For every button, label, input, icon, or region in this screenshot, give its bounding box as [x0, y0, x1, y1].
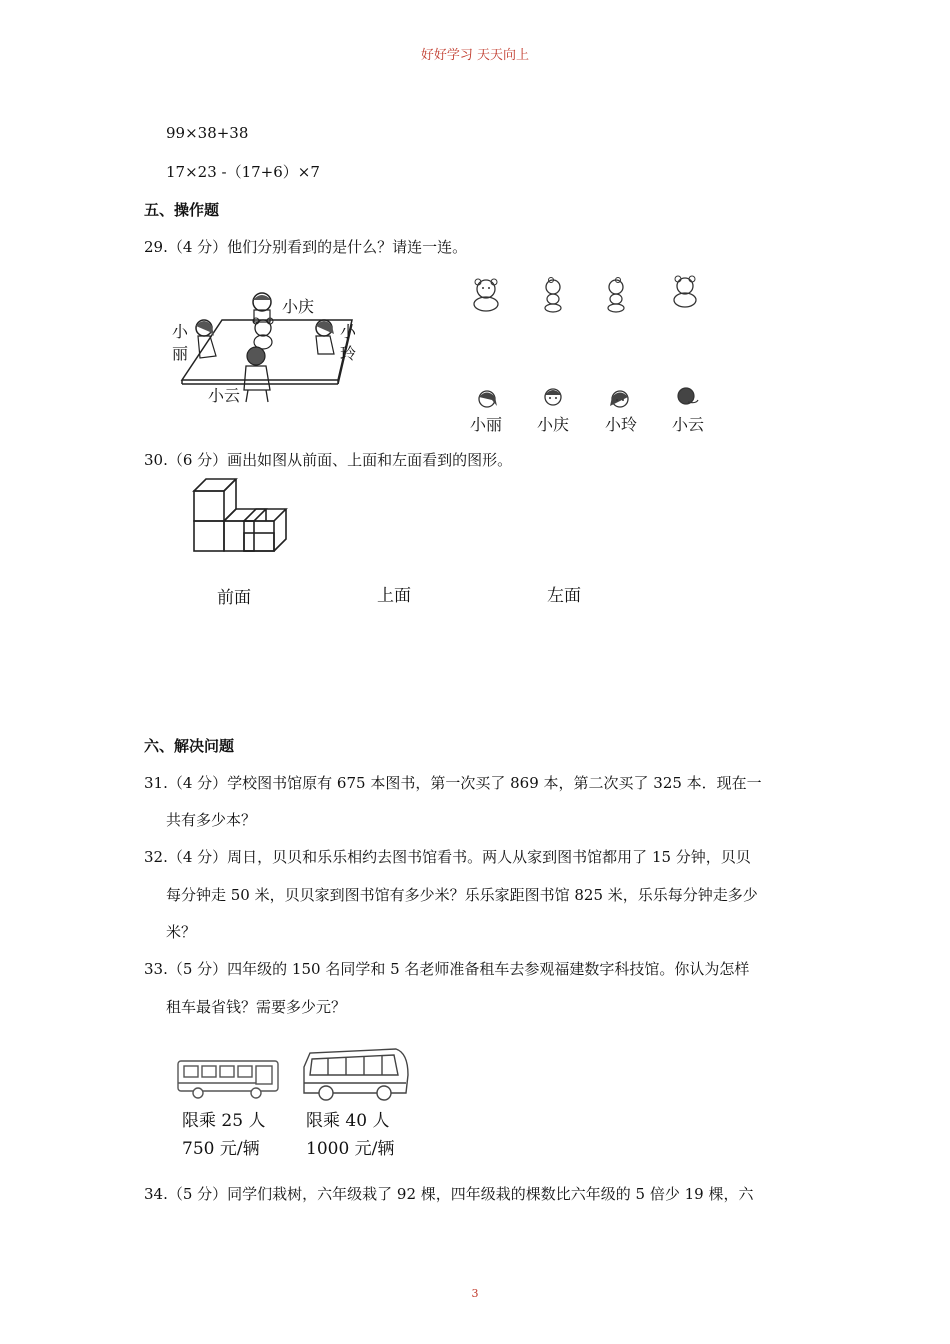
view-label-top: 上面 [377, 586, 411, 606]
cube-stack-figure [193, 478, 303, 558]
question-33-line-1: 33.（5 分）四年级的 150 名同学和 5 名老师准备租车去参观福建数字科技馆。你认为怎样 [144, 960, 750, 978]
bottom-label-xiaoli: 小丽 [470, 415, 503, 434]
girl-xiaoling-icon [605, 386, 635, 410]
label-xiaoqing: 小庆 [282, 297, 315, 316]
view-label-front: 前面 [217, 588, 251, 608]
question-30: 30.（6 分）画出如图从前面、上面和左面看到的图形。 [144, 451, 513, 469]
small-bus-price: 750 元/辆 [182, 1139, 260, 1159]
bottom-label-xiaoling: 小玲 [605, 415, 638, 434]
bear-view-back [667, 275, 703, 311]
bear-view-front [468, 277, 504, 313]
girl-xiaoli-icon [472, 386, 502, 410]
bear-view-side-right [538, 277, 568, 313]
question-31-line-2: 共有多少本？ [166, 811, 257, 829]
view-label-left: 左面 [547, 586, 581, 606]
small-bus-illustration [176, 1057, 282, 1101]
section-5-title: 五、操作题 [144, 201, 220, 219]
bear-view-side-left [601, 277, 631, 313]
question-32-line-2: 每分钟走 50 米，贝贝家到图书馆有多少米？乐乐家距图书馆 825 米，乐乐每分钟走多少 [166, 886, 758, 904]
question-29: 29.（4 分）他们分别看到的是什么？请连一连。 [144, 238, 468, 256]
page-number: 3 [471, 1287, 479, 1300]
small-bus-capacity: 限乘 25 人 [182, 1111, 266, 1131]
question-32-line-1: 32.（4 分）周日，贝贝和乐乐相约去图书馆看书。两人从家到图书馆都用了 15 分钟，贝贝 [144, 848, 751, 866]
section-6-title: 六、解决问题 [144, 737, 235, 755]
label-xiaoyun: 小云 [208, 386, 241, 405]
boy-xiaoyun-icon [672, 384, 702, 408]
large-bus-capacity: 限乘 40 人 [306, 1111, 390, 1131]
label-xiaoling-1: 小 [340, 322, 357, 341]
label-xiaoling-2: 玲 [340, 344, 357, 363]
question-33-line-2: 租车最省钱？需要多少元？ [166, 998, 347, 1016]
calc-line-1: 99×38+38 [166, 124, 249, 142]
label-xiaoli-2: 丽 [172, 344, 189, 363]
label-xiaoli-1: 小 [172, 322, 189, 341]
boy-xiaoqing-icon [538, 384, 568, 408]
bottom-label-xiaoqing: 小庆 [537, 415, 570, 434]
large-bus-price: 1000 元/辆 [306, 1139, 395, 1159]
bottom-label-xiaoyun: 小云 [672, 415, 705, 434]
calc-line-2: 17×23 -（17+6）×7 [166, 163, 320, 181]
page-header: 好好学习 天天向上 [420, 48, 530, 63]
question-34-line-1: 34.（5 分）同学们栽树，六年级栽了 92 棵，四年级栽的棵数比六年级的 5 倍少 19 棵，六 [144, 1185, 754, 1203]
question-32-line-3: 米？ [166, 923, 197, 941]
question-31-line-1: 31.（4 分）学校图书馆原有 675 本图书，第一次买了 869 本，第二次买了 325 本．现在一 [144, 774, 762, 792]
large-bus-illustration [300, 1045, 412, 1103]
